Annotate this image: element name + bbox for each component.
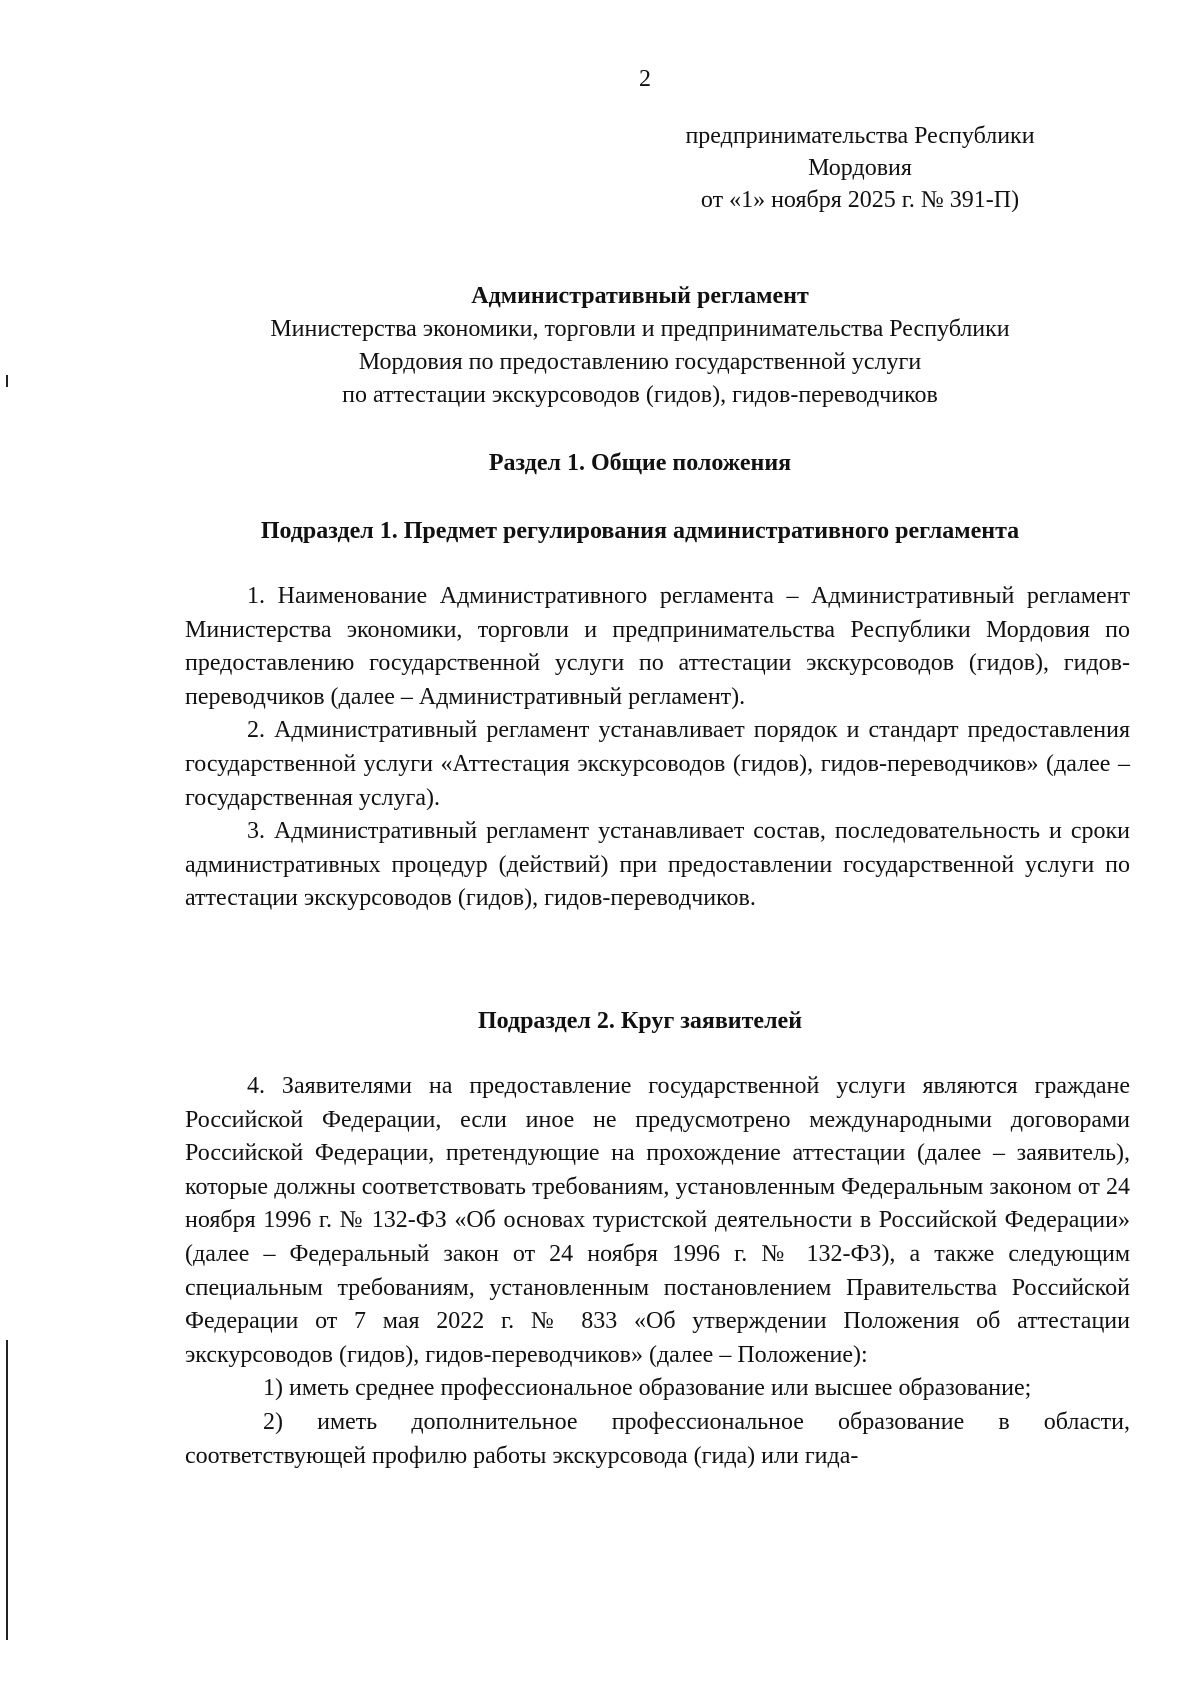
- list-item: 1) иметь среднее профессиональное образование или высшее образование;: [263, 1375, 1032, 1402]
- title-line: Министерства экономики, торговли и предпринимательства Республики: [270, 316, 1010, 342]
- subsection-heading: Подраздел 1. Предмет регулирования административного регламента: [260, 518, 1020, 544]
- list-item: 2) иметь дополнительное профессиональное образование в области, соответствующей профилю работы экскурсовода (гида) или гида-: [185, 1408, 1130, 1469]
- paragraph: 3. Административный регламент устанавливает состав, последовательность и сроки административных процедур (действий) при предоставлении государственной услуги по аттестации экскурсоводов (гидов), гидов-переводчиков.: [185, 818, 1130, 912]
- title-line: по аттестации экскурсоводов (гидов), гидов-переводчиков: [342, 382, 938, 408]
- approval-line: от «1» ноября 2025 г. № 391-П): [700, 187, 1020, 213]
- approval-stamp-text: [650, 120, 1070, 216]
- subsection1-body: [185, 580, 1130, 916]
- paragraph: 2. Административный регламент устанавливает порядок и стандарт предоставления государственной услуги «Аттестация экскурсоводов (гидов), гидов-переводчиков» (далее – государственная услуга).: [185, 717, 1130, 811]
- paragraph: 4. Заявителями на предоставление государственной услуги являются граждане Российской Федерации, если иное не предусмотрено международными договорами Российской Федерации, претендующие на прохождение аттестации (далее – заявитель), которые должны соответствовать требованиям, установленным Федеральным законом от 24 ноября 1996 г. № 132-ФЗ «Об основах туристской деятельности в Российской Федерации» (далее – Федеральный закон от 24 ноября 1996 г. № 132-ФЗ), а также следующим специальным требованиям, установленным постановлением Правительства Российской Федерации от 7 мая 2022 г. № 833 «Об утверждении Положения об аттестации экскурсоводов (гидов), гидов-переводчиков» (далее – Положение):: [185, 1073, 1130, 1368]
- title-line: Мордовия по предоставлению государственной услуги: [358, 349, 922, 375]
- approval-line: Мордовия: [808, 155, 912, 181]
- paragraph: 1. Наименование Административного регламента – Административный регламент Министерства экономики, торговли и предпринимательства Республики Мордовия по предоставлению государственной услуги по аттестации экскурсоводов (гидов), гидов-переводчиков (далее – Административный регламент).: [185, 583, 1130, 710]
- subsection-heading: Подраздел 2. Круг заявителей: [477, 1008, 803, 1034]
- subsection2-body: [185, 1070, 1130, 1473]
- section-heading: Раздел 1. Общие положения: [488, 450, 792, 476]
- page-number: 2: [639, 66, 651, 92]
- document-title: [180, 280, 1100, 412]
- approval-line: предпринимательства Республики: [685, 123, 1035, 149]
- scan-edge-mark: [6, 1340, 8, 1640]
- scan-edge-mark: [6, 375, 8, 387]
- title-main: Административный регламент: [471, 283, 809, 309]
